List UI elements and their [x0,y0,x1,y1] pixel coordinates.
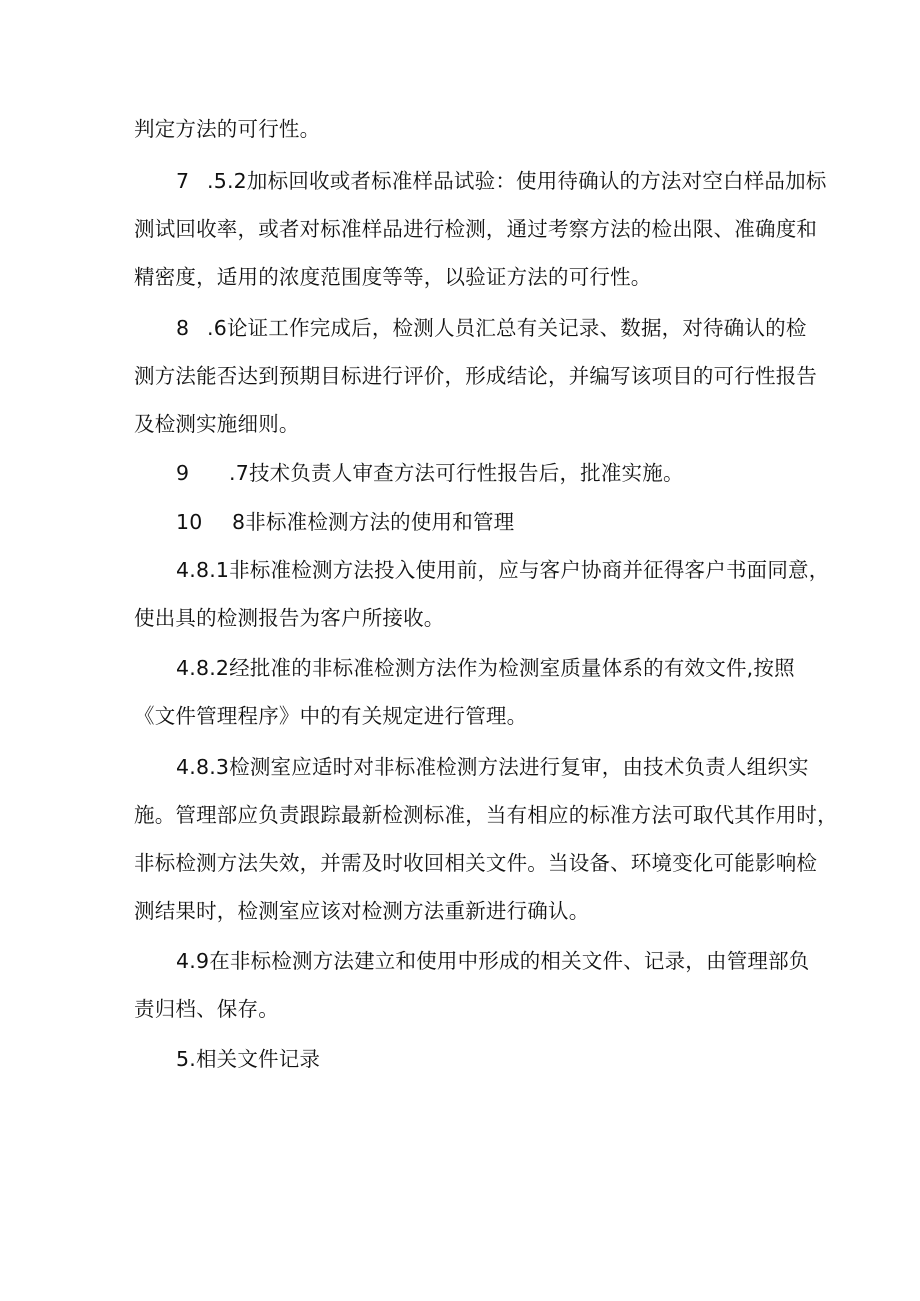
text-line: 《文件管理程序》中的有关规定进行管理。 [134,704,528,728]
text-line: 7 .5.2加标回收或者标准样品试验：使用待确认的方法对空白样品加标 [176,169,827,193]
text-line: 施。管理部应负责跟踪最新检测标准，当有相应的标准方法可取代其作用时， [134,803,838,827]
text-line: 9 .7技术负责人审查方法可行性报告后，批准实施。 [176,461,684,485]
section-heading: 10 8非标准检测方法的使用和管理 [176,510,515,534]
text-line: 4.8.1非标准检测方法投入使用前，应与客户协商并征得客户书面同意， [176,558,830,582]
text-line: 8 .6论证工作完成后，检测人员汇总有关记录、数据，对待确认的检 [176,316,807,340]
text-line: 及检测实施细则。 [134,412,300,436]
text-line: 责归档、保存。 [134,997,279,1021]
text-line: 4.9在非标检测方法建立和使用中形成的相关文件、记录，由管理部负 [176,949,810,973]
text-line: 测试回收率，或者对标准样品进行检测，通过考察方法的检出限、准确度和 [134,217,818,241]
text-line: 判定方法的可行性。 [134,117,321,141]
text-line: 4.8.3检测室应适时对非标准检测方法进行复审，由技术负责人组织实 [176,755,809,779]
section-heading: 5.相关文件记录 [176,1047,321,1071]
text-line: 测方法能否达到预期目标进行评价，形成结论，并编写该项目的可行性报告 [134,364,818,388]
text-line: 使出具的检测报告为客户所接收。 [134,606,445,630]
text-line: 测结果时，检测室应该对检测方法重新进行确认。 [134,899,590,923]
text-line: 非标检测方法失效，并需及时收回相关文件。当设备、环境变化可能影响检 [134,851,818,875]
text-line: 4.8.2经批准的非标准检测方法作为检测室质量体系的有效文件,按照 [176,656,795,680]
text-line: 精密度，适用的浓度范围度等等，以验证方法的可行性。 [134,265,652,289]
